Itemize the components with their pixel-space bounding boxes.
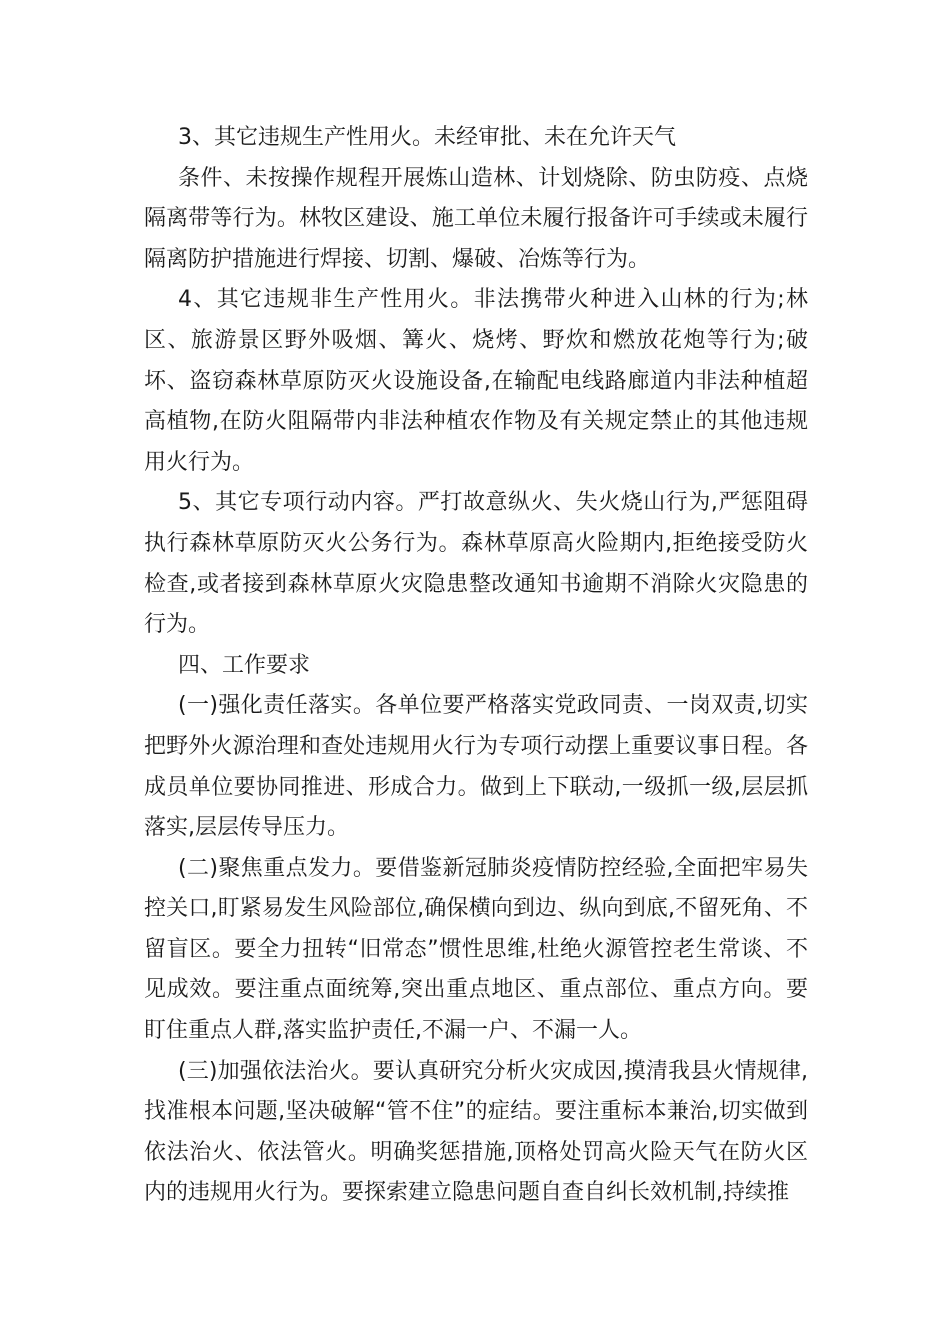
document-body	[144, 118, 808, 1214]
paragraph-requirement-3: (三)加强依法治火。要认真研究分析火灾成因,摸清我县火情规律,找准根本问题,坚决破解“管不住”的症结。要注重标本兼治,切实做到依法治火、依法管火。明确奖惩措施,顶格处罚高火险天气在防火区内的违规用火行为。要探索建立隐患问题自查自纠长效机制,持续推	[144, 1058, 808, 1206]
paragraph-requirement-2: (二)聚焦重点发力。要借鉴新冠肺炎疫情防控经验,全面把牢易失控关口,盯紧易发生风险部位,确保横向到边、纵向到底,不留死角、不留盲区。要全力扭转“旧常态”惯性思维,杜绝火源管控老生常谈、不见成效。要注重点面统筹,突出重点地区、重点部位、重点方向。要盯住重点人群,落实监护责任,不漏一户、不漏一人。	[144, 855, 808, 1044]
paragraph-item-4: 4、其它违规非生产性用火。非法携带火种进入山林的行为;林区、旅游景区野外吸烟、篝火、烧烤、野炊和燃放花炮等行为;破坏、盗窃森林草原防灭火设施设备,在输配电线路廊道内非法种植超高植物,在防火阻隔带内非法种植农作物及有关规定禁止的其他违规用火行为。	[144, 287, 808, 475]
section-heading-work-requirements: 四、工作要求	[178, 652, 311, 678]
paragraph-item-3-heading: 3、其它违规生产性用火。未经审批、未在允许天气	[178, 125, 676, 150]
paragraph-item-5: 5、其它专项行动内容。严打故意纵火、失火烧山行为,严惩阻碍执行森林草原防灭火公务行为。森林草原高火险期内,拒绝接受防火检查,或者接到森林草原火灾隐患整改通知书逾期不消除火灾隐患的行为。	[144, 490, 808, 638]
paragraph-requirement-1: (一)强化责任落实。各单位要严格落实党政同责、一岗双责,切实把野外火源治理和查处违规用火行为专项行动摆上重要议事日程。各成员单位要协同推进、形成合力。做到上下联动,一级抓一级,层层抓落实,层层传导压力。	[144, 693, 808, 841]
paragraph-item-3-body: 条件、未按操作规程开展炼山造林、计划烧除、防虫防疫、点烧隔离带等行为。林牧区建设、施工单位未履行报备许可手续或未履行隔离防护措施进行焊接、切割、爆破、冶炼等行为。	[144, 165, 808, 272]
